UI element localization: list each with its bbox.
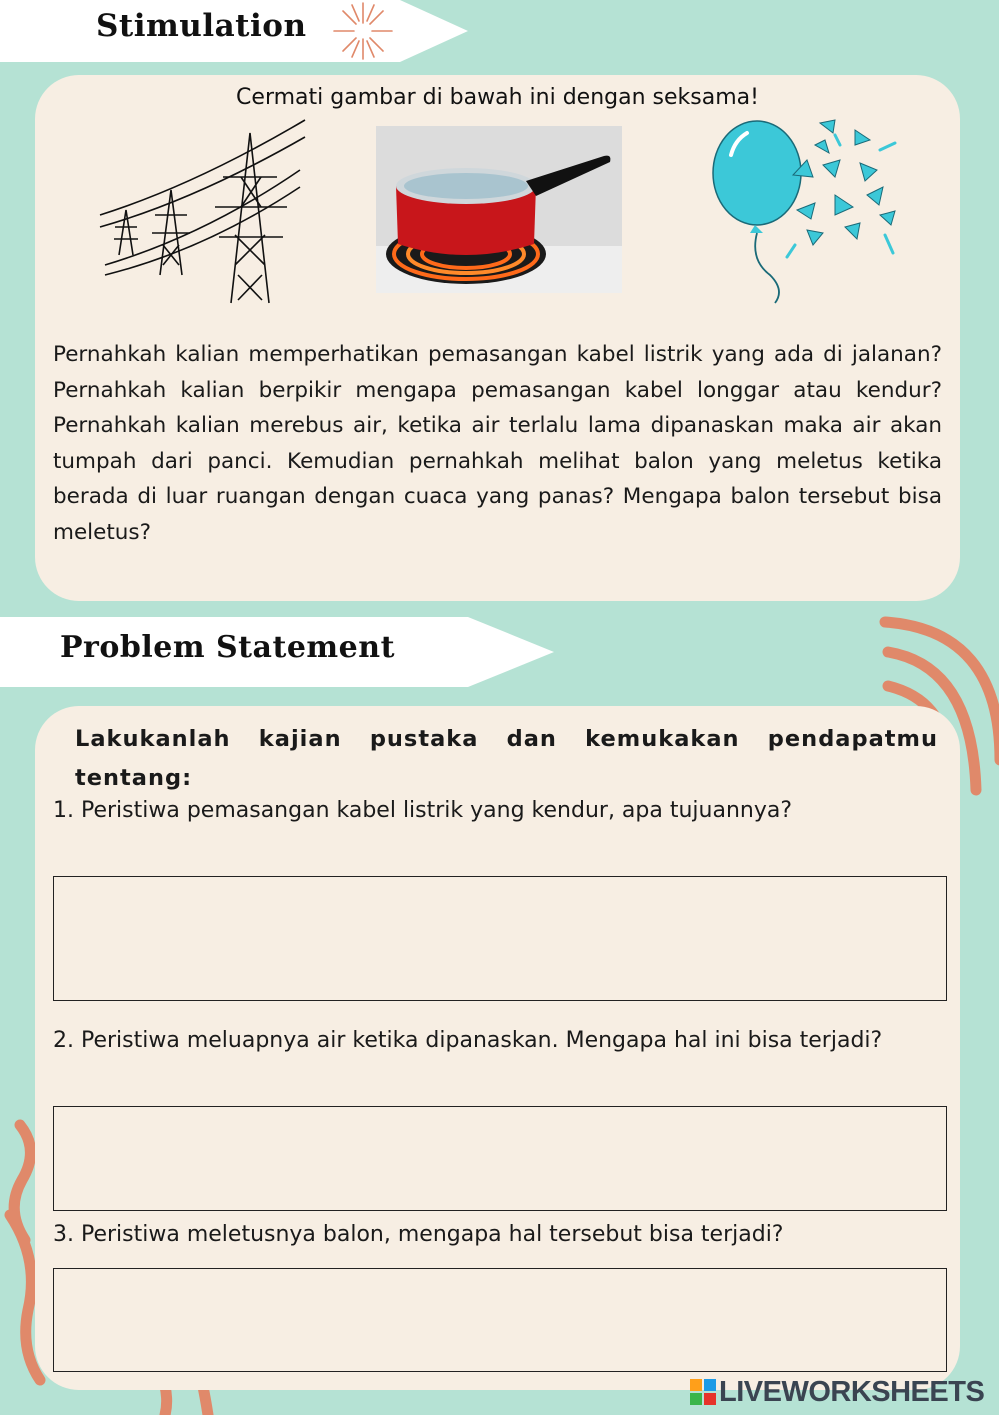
boiling-pot-photo xyxy=(376,126,622,293)
problem-statement-banner xyxy=(0,617,556,687)
watermark-brand: LIVEWORKSHEETS xyxy=(719,1375,985,1408)
stimulation-banner xyxy=(0,0,470,62)
answer-box-2[interactable] xyxy=(53,1106,947,1211)
liveworksheets-logo-icon xyxy=(690,1379,716,1405)
stimulation-paragraph: Pernahkah kalian memperhatikan pemasangan kabel listrik yang ada di jalanan? Pernahkah kalian berpikir mengapa pemasangan kabel longgar atau kendur? Pernahkah kalian merebus air, ketika air terlalu lama dipanaskan maka air akan tumpah dari panci. Kemudian pernahkah melihat balon yang meletus ketika berada di luar ruangan dengan cuaca yang panas? Mengapa balon tersebut bisa meletus? xyxy=(53,342,942,545)
liveworksheets-watermark xyxy=(690,1374,984,1410)
stimulation-panel xyxy=(35,75,960,601)
problem-instruction: Lakukanlah kajian pustaka dan kemukakan pendapatmu tentang: xyxy=(75,726,938,791)
answer-box-1[interactable] xyxy=(53,876,947,1001)
answer-box-3[interactable] xyxy=(53,1268,947,1372)
balloon-popping-illustration xyxy=(695,115,905,305)
sparkle-icon xyxy=(330,1,396,61)
question-2: 2. Peristiwa meluapnya air ketika dipanaskan. Mengapa hal ini bisa terjadi? xyxy=(53,1028,883,1053)
problem-statement-title: Problem Statement xyxy=(60,630,395,665)
question-1: 1. Peristiwa pemasangan kabel listrik yang kendur, apa tujuannya? xyxy=(53,798,793,823)
question-3: 3. Peristiwa meletusnya balon, mengapa hal tersebut bisa terjadi? xyxy=(53,1222,784,1247)
stimulation-title: Stimulation xyxy=(96,8,307,44)
stimulation-caption: Cermati gambar di bawah ini dengan seksama! xyxy=(236,85,759,110)
power-lines-illustration xyxy=(95,115,310,305)
problem-statement-panel xyxy=(35,706,960,1390)
